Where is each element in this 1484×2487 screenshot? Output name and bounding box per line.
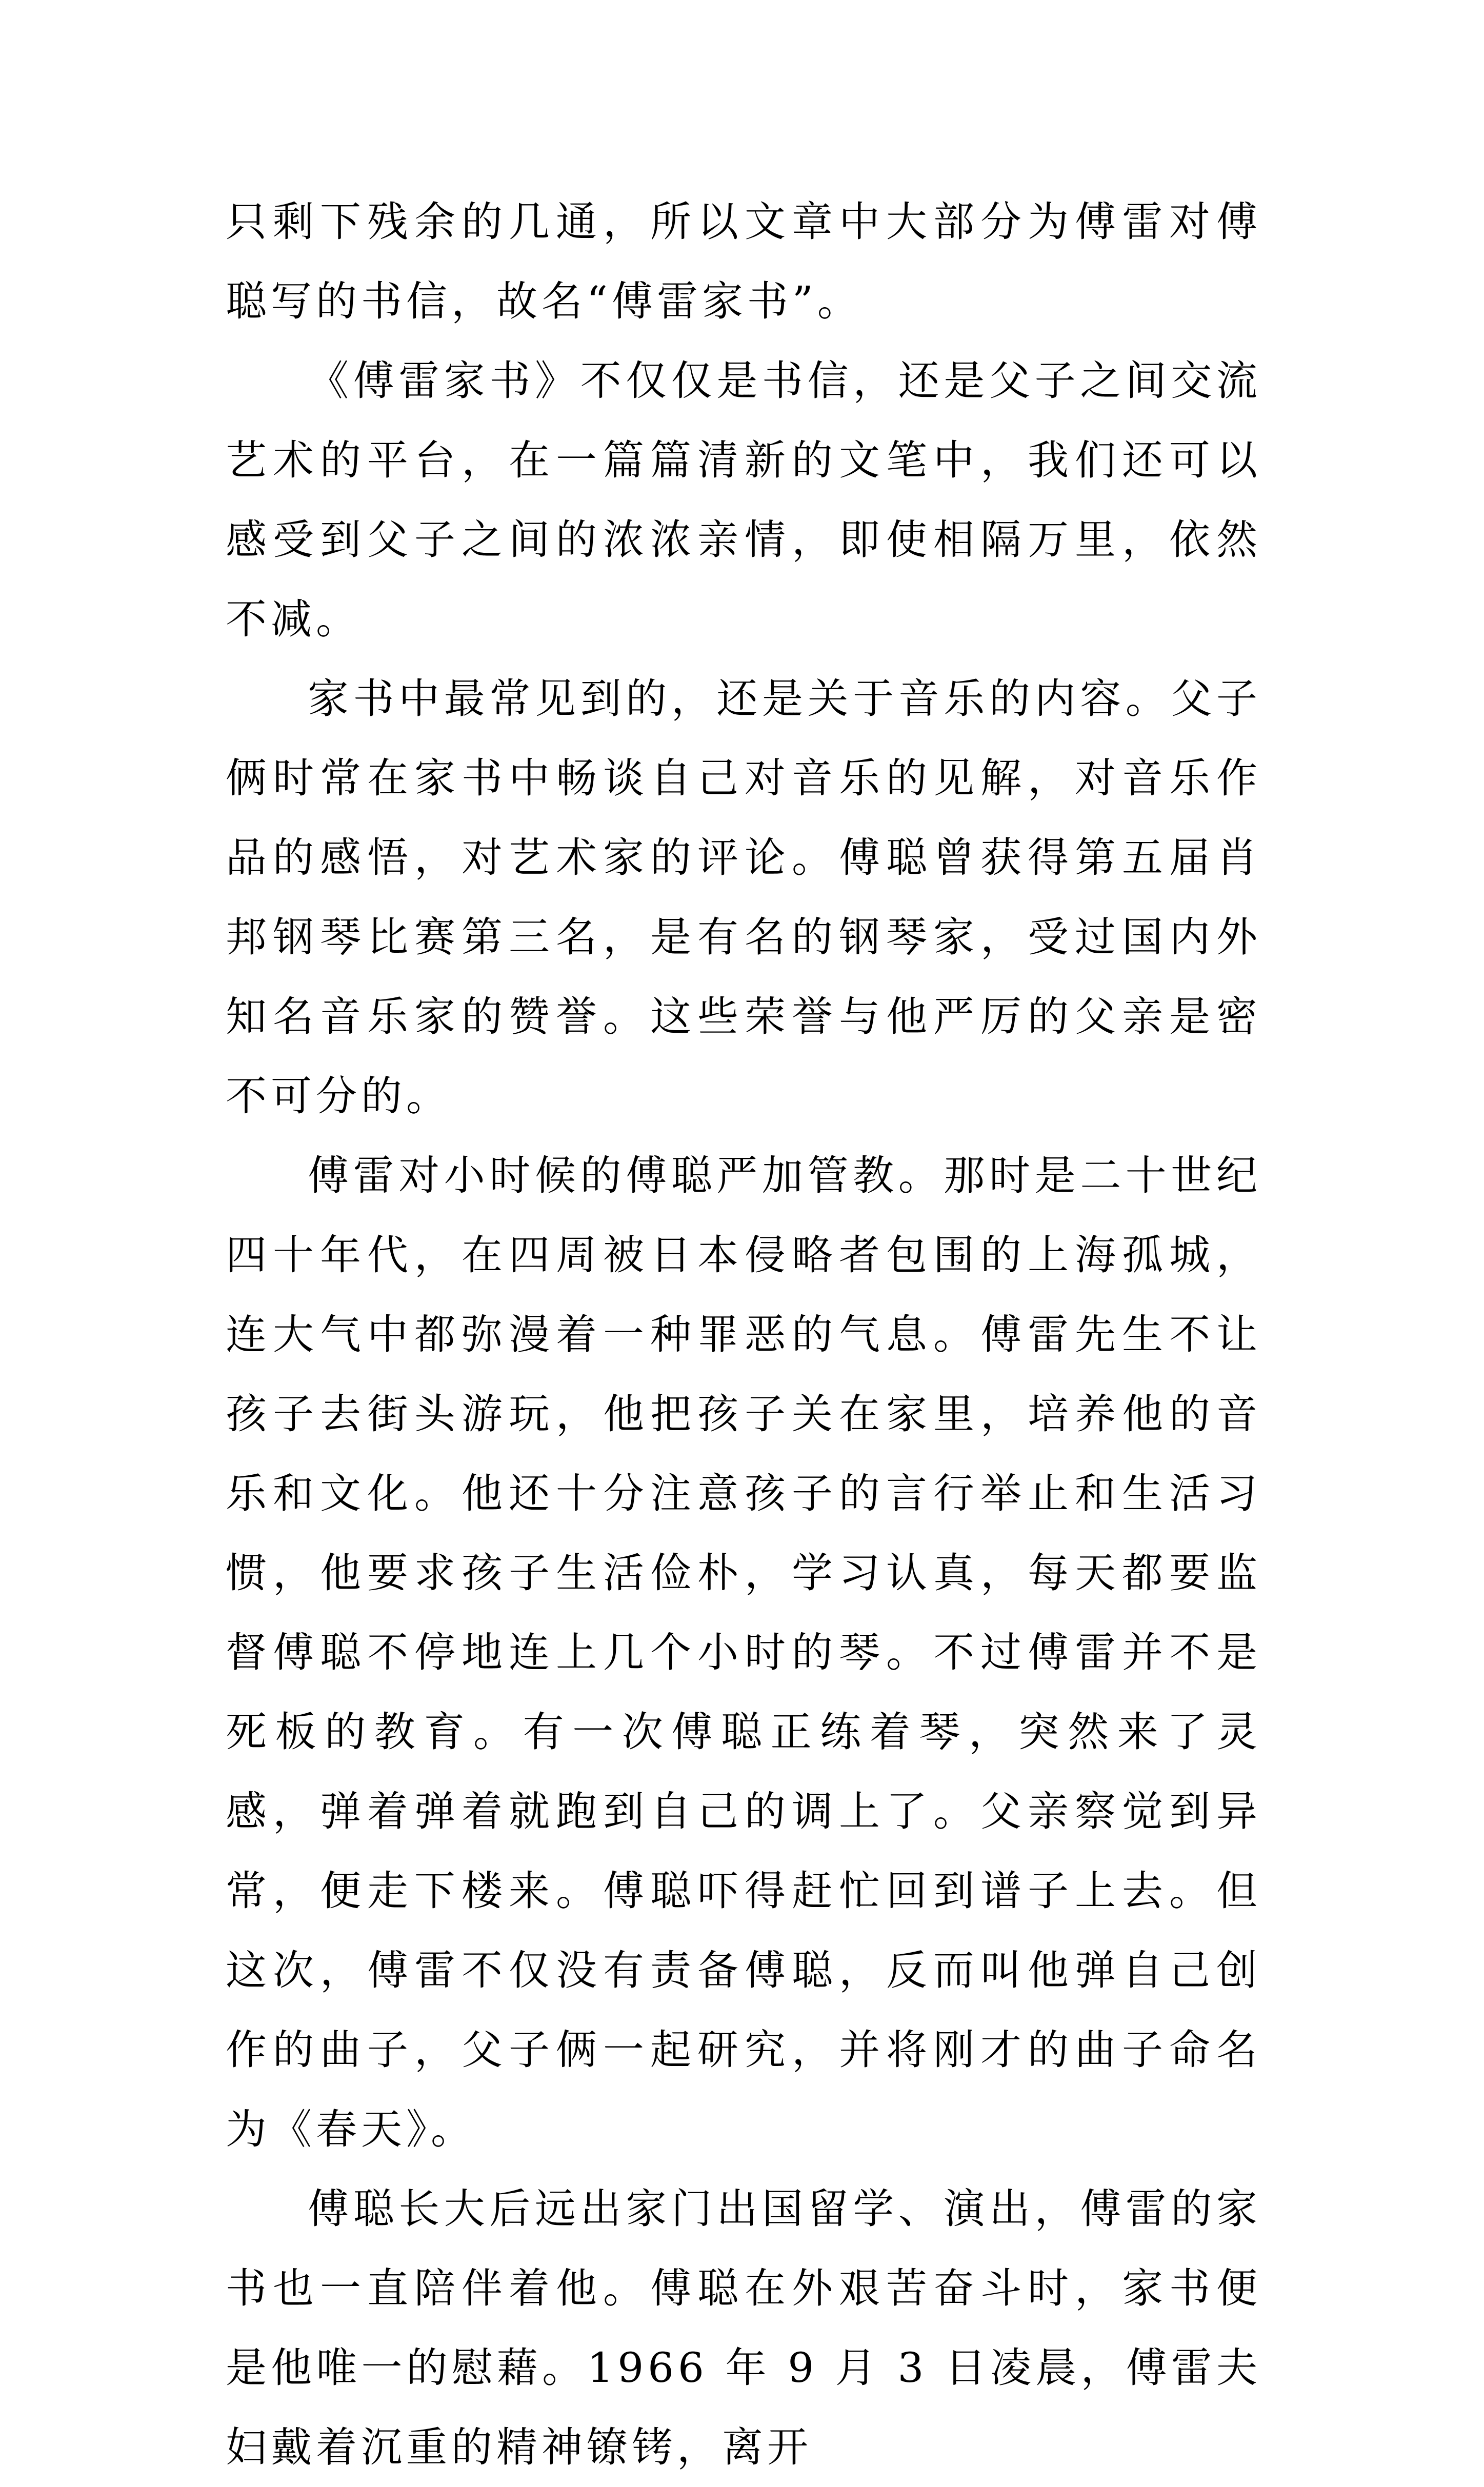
paragraph-2: 《傅雷家书》不仅仅是书信，还是父子之间交流艺术的平台，在一篇篇清新的文笔中，我们还可以感受到父子之间的浓浓亲情，即使相隔万里，依然不减。 (226, 357, 1261, 643)
paragraph-5: 傅聪长大后远出家门出国留学、演出，傅雷的家书也一直陪伴着他。傅聪在外艰苦奋斗时，家书便是他唯一的慰藉。1966 年 9 月 3 日凌晨，傅雷夫妇戴着沉重的精神镣铐，离开 (226, 2185, 1261, 2471)
paragraph-3: 家书中最常见到的，还是关于音乐的内容。父子俩时常在家书中畅谈自己对音乐的见解，对音乐作品的感悟，对艺术家的评论。傅聪曾获得第五届肖邦钢琴比赛第三名，是有名的钢琴家，受过国内外知名音乐家的赞誉。这些荣誉与他严厉的父亲是密不可分的。 (226, 675, 1261, 1120)
paragraph-1: 只剩下残余的几通，所以文章中大部分为傅雷对傅聪写的书信，故名“傅雷家书”。 (226, 198, 1261, 325)
paragraph-4: 傅雷对小时候的傅聪严加管教。那时是二十世纪四十年代，在四周被日本侵略者包围的上海孤城，连大气中都弥漫着一种罪恶的气息。傅雷先生不让孩子去街头游玩，他把孩子关在家里，培养他的音乐和文化。他还十分注意孩子的言行举止和生活习惯，他要求孩子生活俭朴，学习认真，每天都要监督傅聪不停地连上几个小时的琴。不过傅雷并不是死板的教育。有一次傅聪正练着琴，突然来了灵感，弹着弹着就跑到自己的调上了。父亲察觉到异常，便走下楼来。傅聪吓得赶忙回到谱子上去。但这次，傅雷不仅没有责备傅聪，反而叫他弹自己创作的曲子，父子俩一起研究，并将刚才的曲子命名为《春天》。 (226, 1152, 1261, 2153)
body-text (226, 182, 1261, 2487)
